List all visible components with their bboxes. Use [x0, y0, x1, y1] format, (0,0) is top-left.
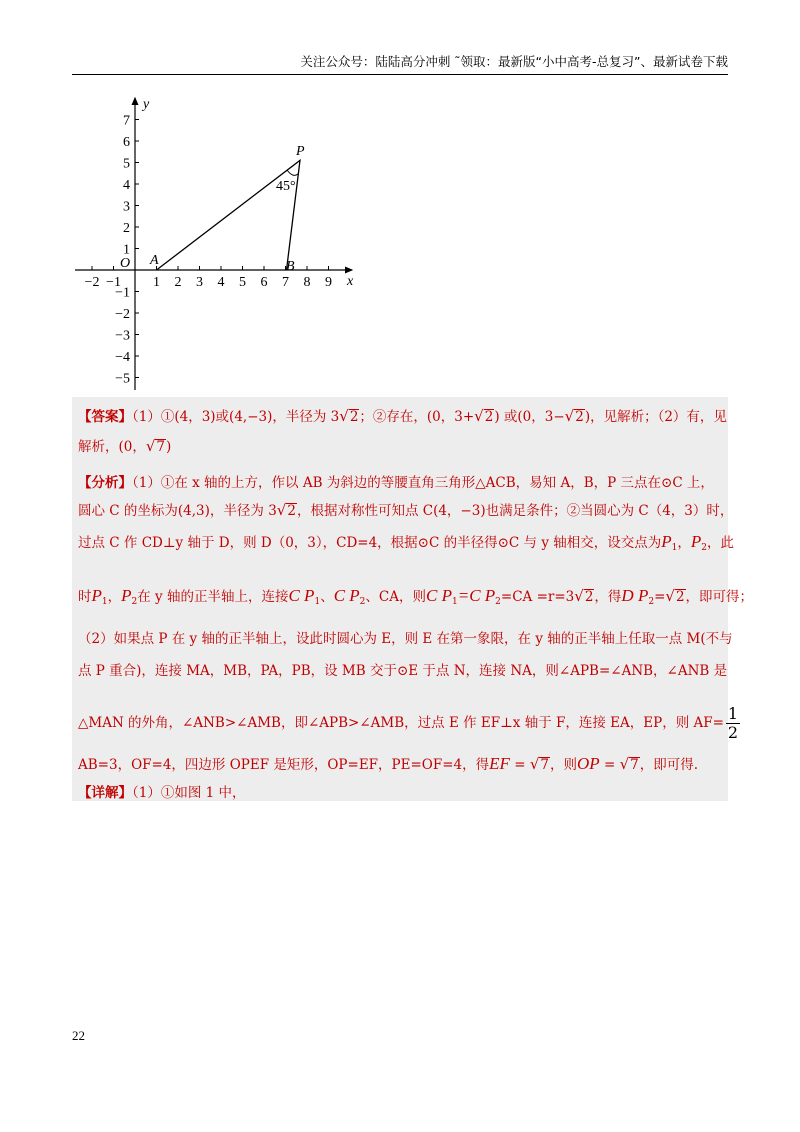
x-tick-label: −1: [106, 275, 121, 290]
sqrt-sign: √: [339, 407, 349, 425]
math: OP: [576, 754, 600, 773]
y-tick-label: 3: [123, 199, 130, 215]
subscript: 2: [359, 597, 366, 607]
radicand: 2: [484, 409, 494, 425]
y-tick-label: 4: [123, 178, 130, 193]
x-tick-label: −2: [84, 275, 100, 290]
solution-box: [72, 397, 754, 801]
math: EF: [489, 754, 510, 773]
subscript: 1: [451, 597, 458, 607]
sqrt-sign: √: [474, 407, 484, 425]
angle-arc: [287, 170, 298, 175]
math: =C P: [457, 586, 496, 605]
y-tick-label: −2: [115, 307, 130, 322]
text: （2）如果点 P 在 y 轴的正半轴上，设此时圆心为 E，则 E 在第一象限，在 y 轴的正半轴上任取一点 M(不与: [78, 631, 733, 647]
text: 点 P 重合)，连接 MA，MB，PA，PB，设 MB 交于⊙E 于点 N，连接 NA，则∠APB=∠ANB，∠ANB 是: [78, 663, 728, 679]
text: =: [654, 589, 666, 605]
detail-tag: 【详解】: [78, 785, 132, 801]
math: C P: [333, 586, 360, 605]
text: 圆心 C 的坐标为(4,3)，半径为 3: [78, 503, 277, 519]
radicand: 2: [349, 409, 359, 425]
text: =: [599, 757, 620, 773]
text: ，: [677, 535, 691, 551]
text: ，: [107, 589, 122, 605]
header-text: 关注公众号：陆陆高分冲刺 ˜领取：最新版“小中高考-总复习”、最新试卷下载: [300, 54, 728, 69]
text: 时: [78, 589, 92, 605]
text: ，根据对称性可知点 C(4，−3)也满足条件；②当圆心为 C（4，3）时，: [296, 503, 734, 519]
analysis-line-8: [78, 753, 698, 774]
y-axis-label: y: [143, 97, 150, 112]
text: )，见解析；（2）有，见: [584, 409, 727, 425]
y-tick-label: −4: [115, 350, 130, 365]
y-tick-label: 7: [123, 113, 130, 129]
text: 过点 C 作 CD⊥y 轴于 D，则 D（0，3），CD=4，根据⊙C 的半径得⊙C 与 y 轴相交，设交点为: [78, 535, 662, 551]
radicand: 2: [575, 409, 584, 425]
math: P: [690, 532, 702, 551]
radicand: 7: [630, 757, 639, 773]
answer-line-2: [78, 435, 171, 455]
analysis-tag: 【分析】: [78, 475, 132, 491]
text: （1）①(4，3)或(4,−3)，半径为 3: [132, 409, 340, 425]
origin-label: O: [120, 256, 131, 271]
point-p-label: P: [296, 144, 305, 159]
text: △MAN 的外角，∠ANB>∠AMB，即∠APB>∠AMB，过点 E 作 EF⊥x 轴于 F，连接 EA，EP，则 AF=: [78, 715, 724, 731]
subscript: 1: [671, 543, 678, 553]
coordinate-graph: [70, 92, 370, 392]
subscript: 2: [131, 597, 138, 607]
page-header: [72, 52, 728, 75]
x-tick-label: 7: [282, 275, 289, 290]
y-tick-label: 6: [123, 135, 130, 150]
radicand: 2: [287, 503, 296, 519]
analysis-line-3: [78, 531, 734, 553]
math: P: [91, 586, 102, 605]
text: 在 y 轴的正半轴上，连接: [137, 589, 289, 605]
math: C P: [288, 586, 315, 605]
math: D P: [621, 586, 649, 605]
point-a-label: A: [150, 253, 159, 268]
analysis-line-5: [78, 627, 733, 647]
math: P: [121, 586, 132, 605]
point-b-label: B: [286, 259, 295, 274]
sqrt-sign: √: [619, 755, 630, 773]
x-axis-label: x: [347, 274, 354, 289]
analysis-line-2: [78, 499, 733, 519]
x-tick-label: 8: [303, 275, 311, 290]
y-tick-label: −5: [115, 371, 130, 387]
text: ): [166, 439, 172, 455]
answer-tag: 【答案】: [78, 409, 132, 425]
y-tick-label: 1: [123, 242, 130, 258]
subscript: 1: [314, 597, 321, 607]
radicand: 7: [540, 757, 549, 773]
y-tick-label: 5: [123, 156, 130, 172]
text: ；②存在，(0，3+: [359, 409, 475, 425]
y-tick-label: 2: [123, 221, 130, 236]
radicand: 2: [675, 589, 685, 605]
math: P: [661, 532, 672, 551]
subscript: 2: [495, 597, 501, 607]
x-tick-label: 5: [239, 275, 246, 290]
text: ，则: [549, 757, 577, 773]
math: C P: [426, 586, 452, 605]
text: 解析，(0，: [78, 439, 146, 455]
x-tick-label: 6: [260, 275, 268, 290]
x-tick-label: 9: [325, 275, 332, 290]
subscript: 2: [648, 597, 655, 607]
page-number: 22: [72, 1028, 85, 1043]
text: =: [509, 757, 530, 773]
sqrt-sign: √: [529, 755, 540, 773]
text: 、: [320, 589, 334, 605]
text: ，此: [707, 535, 735, 551]
subscript: 2: [701, 543, 708, 553]
analysis-line-6: [78, 659, 727, 679]
fraction: [726, 705, 740, 742]
text: =CA =r=3: [500, 589, 575, 605]
sqrt-sign: √: [276, 501, 287, 519]
sqrt-sign: √: [665, 587, 675, 605]
radicand: 7: [156, 439, 166, 455]
analysis-line-1: [78, 471, 714, 491]
text: ，即可得；: [685, 589, 754, 605]
y-tick-label: −1: [115, 285, 130, 301]
sqrt-sign: √: [564, 407, 575, 425]
analysis-line-7: [78, 705, 742, 742]
text: ) 或(0，3−: [494, 409, 565, 425]
subscript: 1: [101, 597, 108, 607]
sqrt-sign: √: [145, 437, 156, 455]
analysis-line-4: [78, 585, 753, 607]
triangle-apb: [157, 160, 301, 270]
text: （1）①在 x 轴的上方，作以 AB 为斜边的等腰直角三角形△ACB，易知 A，B，P 三点在⊙C 上，: [132, 475, 714, 491]
numerator: 1: [727, 704, 739, 723]
x-tick-label: 4: [217, 275, 225, 290]
text: （1）①如图 1 中，: [132, 785, 246, 801]
text: 、CA，则: [365, 589, 426, 605]
text: ，得: [594, 589, 622, 605]
radicand: 2: [584, 589, 594, 605]
y-tick-label: −3: [115, 328, 130, 344]
denominator: 2: [727, 723, 739, 742]
text: AB=3，OF=4，四边形 OPEF 是矩形，OP=EF，PE=OF=4，得: [78, 757, 490, 773]
x-tick-label: 3: [196, 275, 203, 290]
sqrt-sign: √: [574, 587, 584, 605]
x-tick-label: 2: [174, 275, 182, 290]
angle-label: 45°: [276, 179, 296, 194]
x-tick-label: 1: [153, 275, 160, 290]
text: ，即可得.: [639, 757, 699, 773]
answer-line-1: [78, 405, 727, 425]
detail-line-1: [78, 781, 246, 801]
